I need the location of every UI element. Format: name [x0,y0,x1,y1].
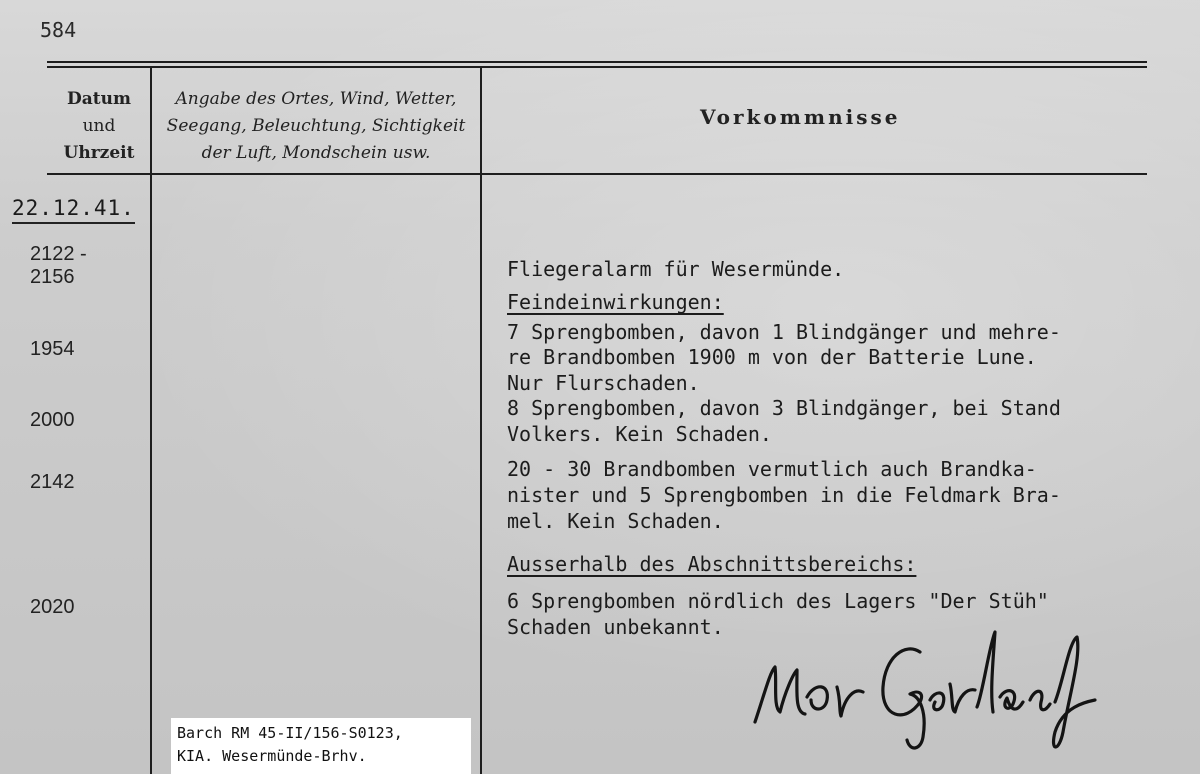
event-line: Nur Flurschaden. [507,371,700,395]
column-divider-1 [150,68,152,774]
event-line: Schaden unbekannt. [507,615,724,639]
time-entry: 2020 [30,596,75,618]
header-rule [47,173,1147,175]
section-heading: Ausserhalb des Abschnittsbereichs: [507,552,917,576]
event-line: mel. Kein Schaden. [507,509,724,533]
event-line: Fliegeralarm für Wesermünde. [507,257,845,281]
bleed-through-text [300,240,309,258]
event-line: 7 Sprengbomben, davon 1 Blindgänger und mehre- [507,320,1061,344]
header-events: Vorkommnisse [700,105,901,129]
entry-date: 22.12.41. [12,196,135,224]
page-number: 584 [40,18,77,42]
event-line: re Brandbomben 1900 m von der Batterie Lune. [507,345,1037,369]
time-entry: 2122 - [30,243,87,265]
header-place-weather: Angabe des Ortes, Wind, Wetter, Seegang, Beleuchtung, Sichtigkeit der Luft, Mondschein usw. [166,89,466,163]
header-date-time: Datum und Uhrzeit [63,89,135,163]
top-rule [47,61,1147,63]
event-line: 6 Sprengbomben nördlich des Lagers "Der Stüh" [507,589,1049,613]
caption-line: KIA. Wesermünde-Brhv. [177,747,367,765]
handwritten-signature [745,612,1105,762]
column-divider-2 [480,68,482,774]
archive-caption [171,718,471,774]
event-line: Volkers. Kein Schaden. [507,422,772,446]
event-line: 8 Sprengbomben, davon 3 Blindgänger, bei Stand [507,396,1061,420]
top-rule-2 [47,66,1147,68]
time-entry: 2156 [30,266,75,288]
event-line: nister und 5 Sprengbomben in die Feldmark Bra- [507,483,1061,507]
time-entry: 1954 [30,338,75,360]
event-line: 20 - 30 Brandbomben vermutlich auch Brandka- [507,457,1037,481]
time-entry: 2142 [30,471,75,493]
caption-line: Barch RM 45-II/156-S0123, [177,724,403,742]
section-heading: Feindeinwirkungen: [507,290,724,314]
time-entry: 2000 [30,409,75,431]
